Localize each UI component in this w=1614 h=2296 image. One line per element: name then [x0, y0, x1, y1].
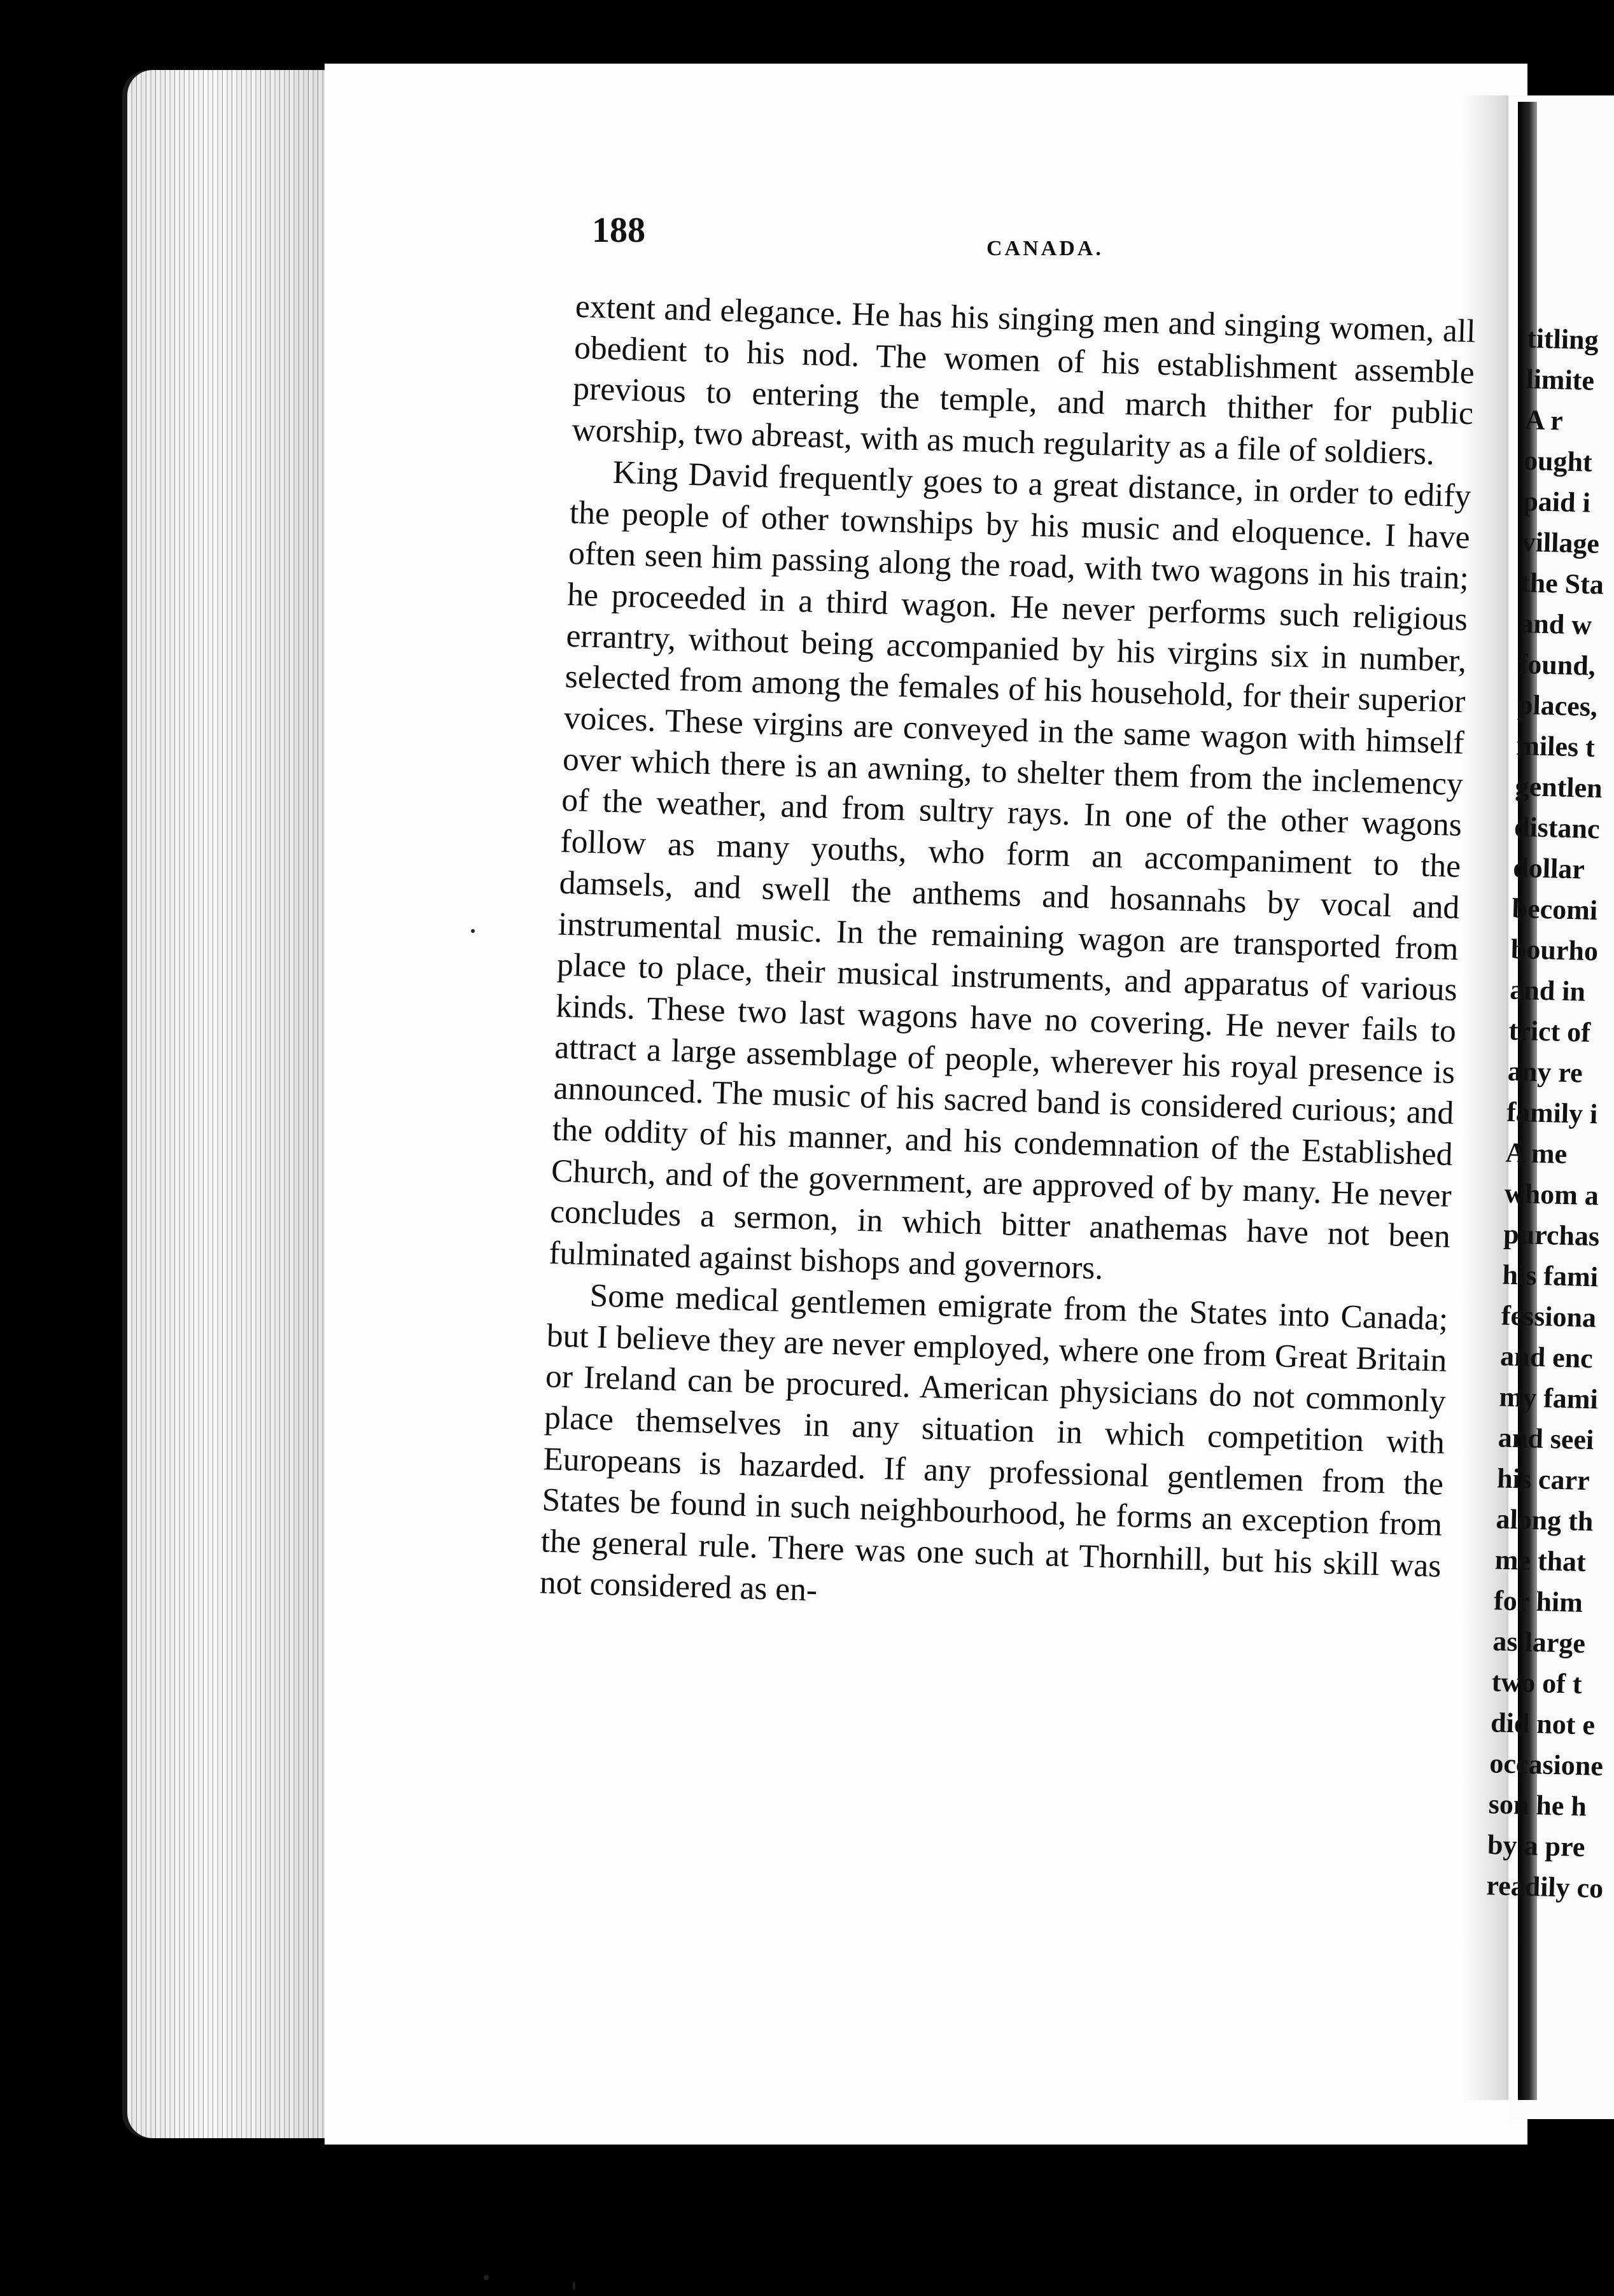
dust-speck — [484, 2275, 489, 2280]
paragraph: Some medical gentlemen emigrate from the States into Canada; but I believe they are never employed, where one from Great Britain or Ireland can be procured. American physicians do not commonly place themselves in any situation in which competition with Europeans is hazarded. If any professional gentlemen from the States be found in such neighbourhood, he forms an exception from the general rule. There was one such at Thornhill, but his skill was not considered as en- — [539, 1277, 1449, 1609]
body-text — [539, 286, 1476, 1628]
facing-line: dollar — [1512, 851, 1585, 885]
facing-line: and w — [1519, 607, 1592, 641]
paragraph: King David frequently goes to a great distance, in order to edify the people of other townships by his music and eloquence. I have often seen him passing along the road, with two wagons in his train; he proceeded in a third wagon. He never performs such religious errantry, without being accompanied by his virgins six in number, selected from among the females of his household, for their superior voices. These virgins are conveyed in the same wagon with himself over which there is an awning, to shelter them from the inclemency of the weather, and from sultry rays. In one of the other wagons follow as many youths, who form an accompaniment to the damsels, and swell the anthems and hosannahs by vocal and instrumental music. In the remaining wagon are transported from place to place, their musical instruments, and apparatus of various kinds. These two last wagons have no covering. He never fails to attract a large assemblage of people, wherever his royal presence is announced. The music of his sacred band is considered curious; and the oddity of his manner, and his condemnation of the Established Church, and of the government, are approved of by many. He never concludes a sermon, in which bitter anathemas have not been fulminated against bishops and governors. — [548, 454, 1472, 1287]
facing-line: along th — [1495, 1503, 1594, 1537]
facing-line: places, — [1517, 689, 1598, 723]
dust-speck — [573, 2281, 575, 2290]
facing-line: limite — [1525, 363, 1595, 396]
facing-line: and seei — [1498, 1422, 1594, 1456]
facing-line: my fami — [1498, 1381, 1599, 1415]
facing-line: the Sta — [1520, 566, 1604, 601]
facing-line: any re — [1507, 1055, 1583, 1089]
facing-line: distanc — [1513, 811, 1601, 845]
facing-line: becomi — [1512, 892, 1598, 927]
facing-line: by a pre — [1487, 1829, 1585, 1863]
running-head: CANADA. — [986, 237, 1104, 260]
facing-line: bourho — [1510, 933, 1599, 967]
facing-line: whom a — [1504, 1177, 1599, 1212]
facing-line: fessiona — [1501, 1299, 1597, 1334]
facing-line: ought — [1523, 444, 1593, 478]
paragraph: extent and elegance. He has his singing men and singing women, all obedient to his nod. The women of his establishment assemble previous to entering the temple, and march thither for public worship, two abreast, with as much regularity as a file of soldiers. — [571, 288, 1477, 472]
facing-line: readily co — [1485, 1870, 1604, 1904]
facing-line: son he h — [1488, 1788, 1587, 1823]
facing-line: miles t — [1515, 729, 1596, 763]
facing-line: as large — [1492, 1625, 1586, 1660]
facing-line: family i — [1506, 1096, 1598, 1130]
dust-speck — [471, 929, 475, 933]
facing-line: gentlen — [1515, 770, 1603, 804]
facing-line: purchas — [1503, 1218, 1600, 1252]
facing-line: trict of — [1508, 1014, 1591, 1048]
facing-line: me that — [1494, 1544, 1587, 1578]
facing-line: did not e — [1490, 1707, 1596, 1741]
facing-line: village — [1521, 526, 1600, 560]
facing-line: occasione — [1489, 1747, 1604, 1782]
facing-line: two of t — [1491, 1666, 1583, 1700]
page-edges — [127, 70, 337, 2138]
facing-line: and in — [1509, 974, 1586, 1007]
facing-line: A me — [1505, 1137, 1568, 1170]
facing-line: his fami — [1502, 1259, 1599, 1293]
facing-line: and enc — [1499, 1340, 1594, 1375]
facing-line: paid i — [1522, 485, 1591, 519]
facing-line: found, — [1518, 648, 1596, 682]
page-number: 188 — [592, 211, 645, 250]
facing-line: for him — [1493, 1585, 1583, 1618]
facing-line: his carr — [1496, 1462, 1590, 1497]
facing-line: A r — [1524, 403, 1564, 437]
facing-line: titling — [1526, 322, 1599, 356]
